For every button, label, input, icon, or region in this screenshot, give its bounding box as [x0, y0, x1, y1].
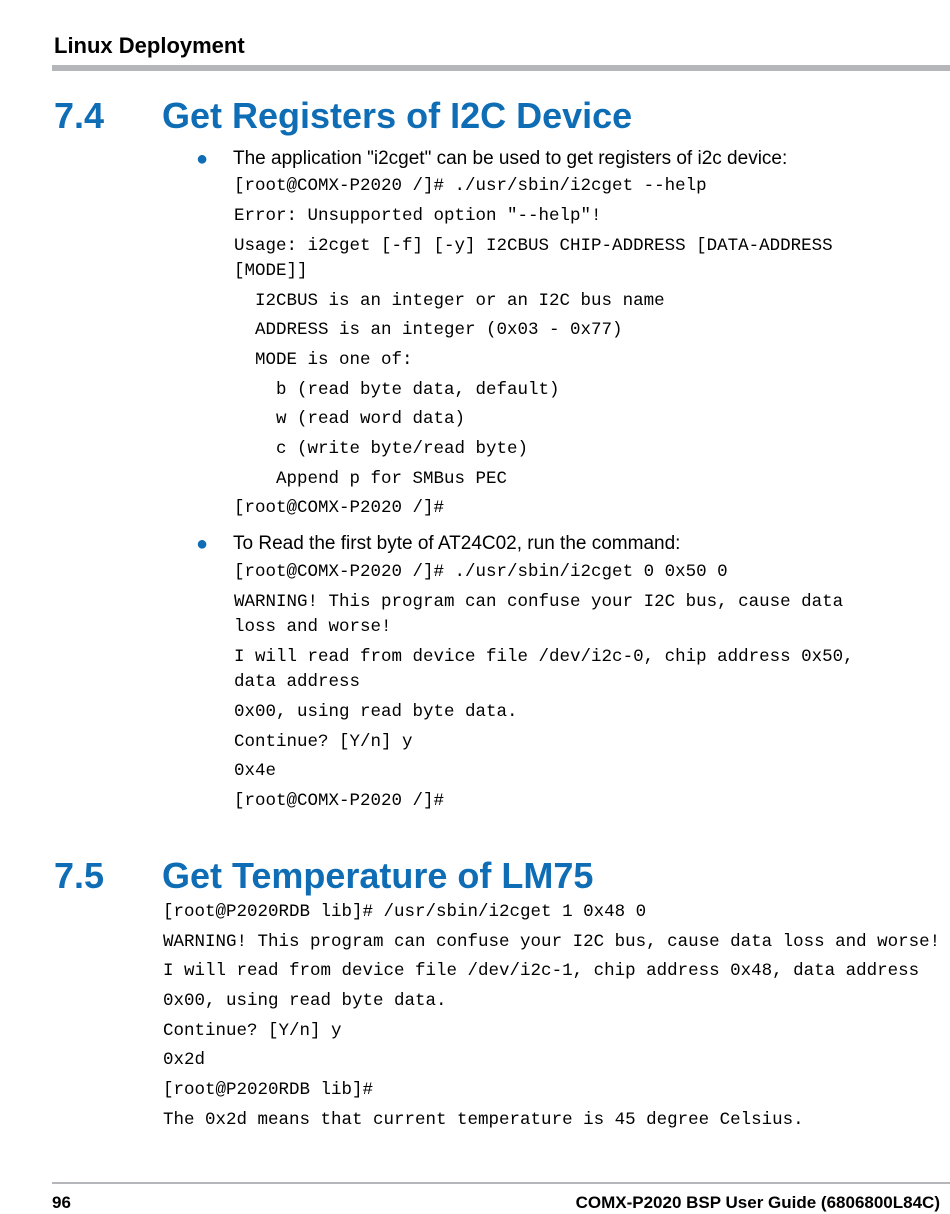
- code-line: 0x4e: [234, 761, 277, 781]
- code-line: Append p for SMBus PEC: [234, 469, 508, 489]
- footer-rule: [52, 1182, 950, 1184]
- code-line: The 0x2d means that current temperature is 45 degree Celsius.: [163, 1110, 804, 1130]
- code-line: MODE is one of:: [234, 350, 413, 370]
- section-title: Get Registers of I2C Device: [162, 95, 633, 136]
- code-line: ADDRESS is an integer (0x03 - 0x77): [234, 320, 623, 340]
- section-number: 7.5: [54, 855, 105, 896]
- footer-document-title: COMX-P2020 BSP User Guide (6806800L84C): [575, 1193, 940, 1212]
- code-line: data address: [234, 672, 361, 692]
- code-line: I2CBUS is an integer or an I2C bus name: [234, 291, 665, 311]
- code-line: b (read byte data, default): [234, 380, 560, 400]
- code-line: loss and worse!: [234, 617, 392, 637]
- code-line: WARNING! This program can confuse your I2C bus, cause data: [234, 592, 844, 612]
- code-line: [root@COMX-P2020 /]#: [234, 498, 445, 518]
- code-line: [MODE]]: [234, 261, 308, 281]
- code-line: Continue? [Y/n] y: [234, 732, 413, 752]
- bullet-icon: ●: [196, 148, 209, 170]
- code-line: [root@COMX-P2020 /]# ./usr/sbin/i2cget --help: [234, 176, 707, 196]
- running-header: Linux Deployment: [54, 33, 245, 58]
- code-line: c (write byte/read byte): [234, 439, 529, 459]
- bullet-text: The application "i2cget" can be used to get registers of i2c device:: [233, 148, 788, 169]
- code-line: [root@P2020RDB lib]#: [163, 1080, 374, 1100]
- code-line: Usage: i2cget [-f] [-y] I2CBUS CHIP-ADDRESS [DATA-ADDRESS: [234, 236, 833, 256]
- code-line: WARNING! This program can confuse your I2C bus, cause data loss and worse!: [163, 932, 941, 952]
- header-rule: [52, 65, 950, 71]
- code-line: 0x00, using read byte data.: [234, 702, 518, 722]
- code-line: 0x00, using read byte data.: [163, 991, 447, 1011]
- code-line: 0x2d: [163, 1050, 206, 1070]
- page-number: 96: [52, 1193, 71, 1212]
- code-line: Continue? [Y/n] y: [163, 1021, 342, 1041]
- code-line: I will read from device file /dev/i2c-0, chip address 0x50,: [234, 647, 854, 667]
- code-line: [root@P2020RDB lib]# /usr/sbin/i2cget 1 0x48 0: [163, 902, 647, 922]
- section-number: 7.4: [54, 95, 105, 136]
- code-line: w (read word data): [234, 409, 466, 429]
- code-line: I will read from device file /dev/i2c-1, chip address 0x48, data address: [163, 961, 920, 981]
- section-title: Get Temperature of LM75: [162, 855, 594, 896]
- bullet-icon: ●: [196, 533, 209, 555]
- code-line: Error: Unsupported option "--help"!: [234, 206, 602, 226]
- bullet-text: To Read the first byte of AT24C02, run the command:: [233, 533, 681, 554]
- code-line: [root@COMX-P2020 /]#: [234, 791, 445, 811]
- code-line: [root@COMX-P2020 /]# ./usr/sbin/i2cget 0 0x50 0: [234, 562, 728, 582]
